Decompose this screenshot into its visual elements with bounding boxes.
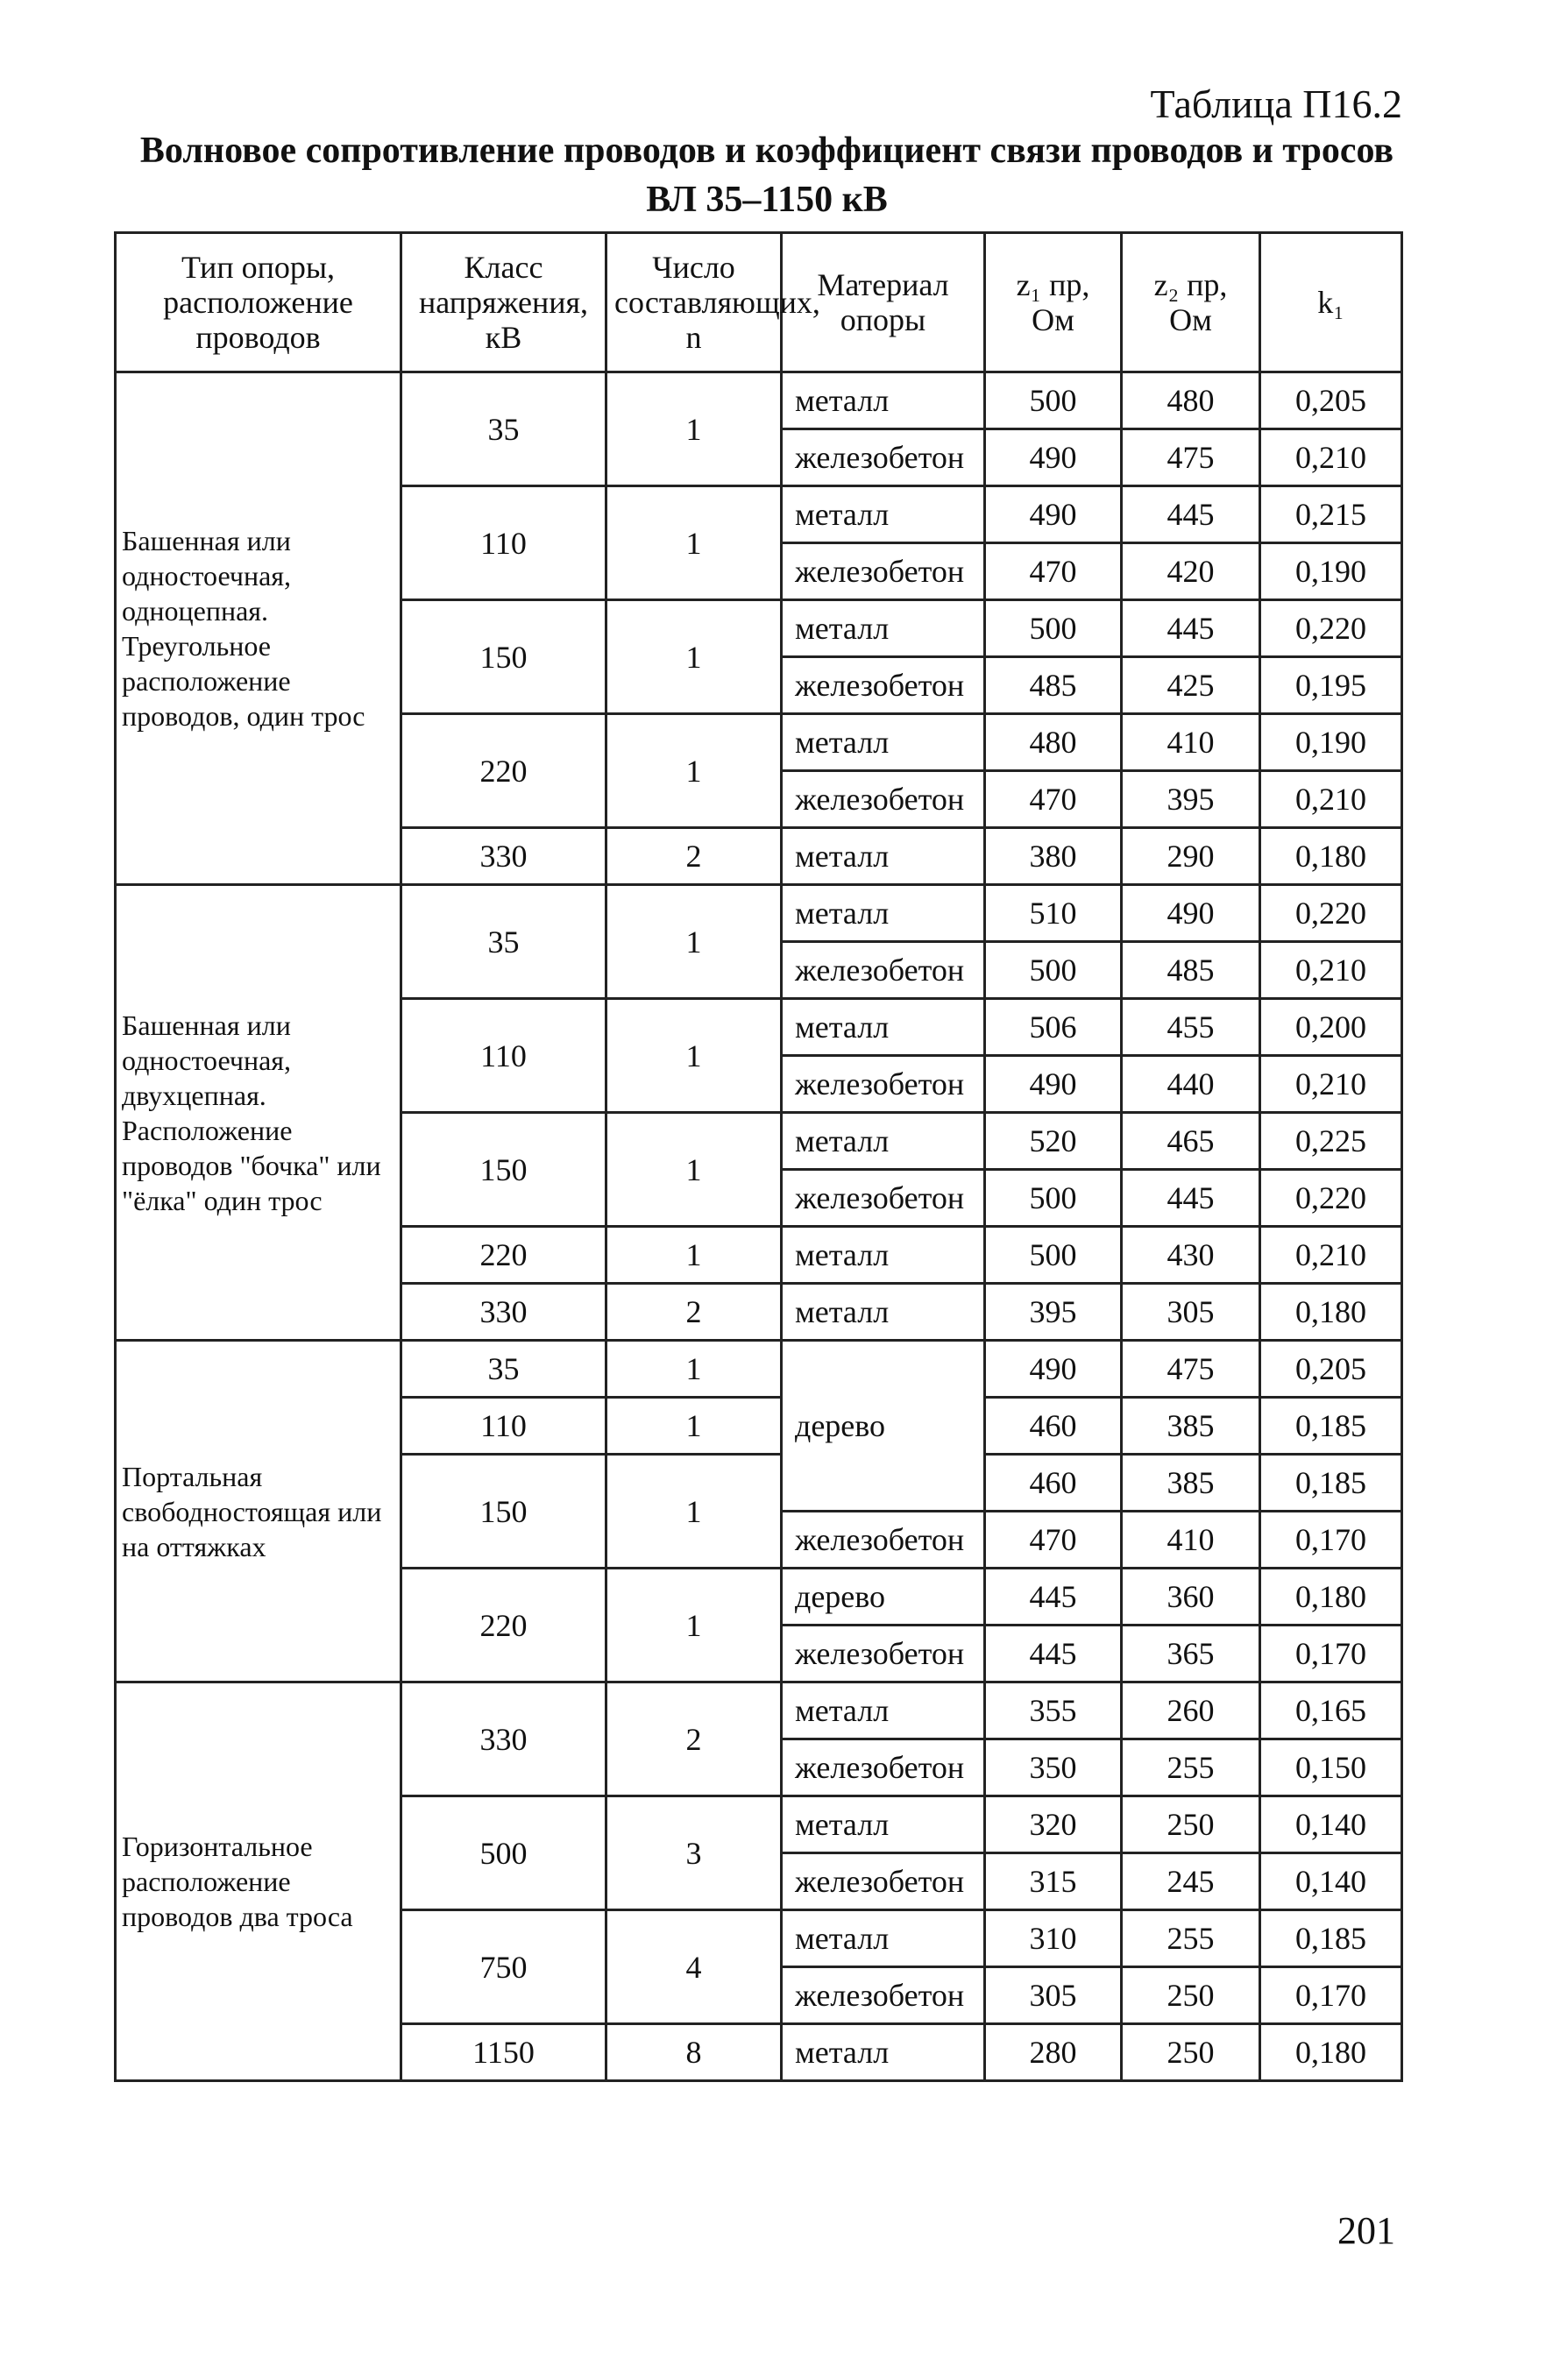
z2-cell: 430 — [1122, 1227, 1260, 1284]
header-conductor-count: Число составляющих, n — [606, 233, 782, 372]
voltage-cell: 150 — [401, 1455, 606, 1569]
table-header-row — [116, 233, 1402, 372]
z2-cell: 365 — [1122, 1626, 1260, 1682]
conductor-count-cell: 1 — [606, 1455, 782, 1569]
k-cell: 0,180 — [1260, 1569, 1402, 1626]
page-number: 201 — [1337, 2209, 1395, 2252]
conductor-count-cell: 1 — [606, 714, 782, 828]
k-cell: 0,200 — [1260, 999, 1402, 1056]
z1-cell: 445 — [985, 1626, 1122, 1682]
voltage-cell: 35 — [401, 372, 606, 486]
material-cell: металл — [782, 486, 985, 543]
header-k: k₁ — [1260, 233, 1402, 372]
k-cell: 0,185 — [1260, 1910, 1402, 1967]
z1-cell: 500 — [985, 1170, 1122, 1227]
k-cell: 0,185 — [1260, 1455, 1402, 1512]
z2-cell: 360 — [1122, 1569, 1260, 1626]
conductor-count-cell: 2 — [606, 1284, 782, 1341]
z2-cell: 250 — [1122, 1796, 1260, 1853]
z1-cell: 485 — [985, 657, 1122, 714]
material-cell: металл — [782, 372, 985, 429]
conductor-count-cell: 2 — [606, 828, 782, 885]
z2-cell: 420 — [1122, 543, 1260, 600]
voltage-cell: 220 — [401, 1227, 606, 1284]
z2-cell: 410 — [1122, 1512, 1260, 1569]
material-cell: железобетон — [782, 1853, 985, 1910]
k-cell: 0,180 — [1260, 1284, 1402, 1341]
k-cell: 0,210 — [1260, 429, 1402, 486]
table-number: Таблица П16.2 — [1150, 81, 1402, 126]
z1-cell: 460 — [985, 1398, 1122, 1455]
material-cell: металл — [782, 1910, 985, 1967]
k-cell: 0,210 — [1260, 942, 1402, 999]
table-row — [116, 885, 1402, 942]
z2-cell: 395 — [1122, 771, 1260, 828]
z2-cell: 440 — [1122, 1056, 1260, 1113]
k-cell: 0,180 — [1260, 828, 1402, 885]
material-cell: металл — [782, 999, 985, 1056]
table-row — [116, 1682, 1402, 1739]
z1-cell: 350 — [985, 1739, 1122, 1796]
material-cell: дерево — [782, 1341, 985, 1512]
material-cell: железобетон — [782, 771, 985, 828]
voltage-cell: 150 — [401, 600, 606, 714]
material-cell: металл — [782, 828, 985, 885]
material-cell: металл — [782, 1284, 985, 1341]
k-cell: 0,220 — [1260, 885, 1402, 942]
table-row — [116, 1341, 1402, 1398]
z1-cell: 460 — [985, 1455, 1122, 1512]
z2-cell: 385 — [1122, 1455, 1260, 1512]
k-cell: 0,220 — [1260, 600, 1402, 657]
z1-cell: 315 — [985, 1853, 1122, 1910]
material-cell: железобетон — [782, 942, 985, 999]
k-cell: 0,150 — [1260, 1739, 1402, 1796]
material-cell: металл — [782, 1796, 985, 1853]
conductor-count-cell: 1 — [606, 1227, 782, 1284]
voltage-cell: 220 — [401, 1569, 606, 1682]
k-cell: 0,180 — [1260, 2024, 1402, 2081]
z1-cell: 490 — [985, 1341, 1122, 1398]
z2-cell: 425 — [1122, 657, 1260, 714]
conductor-count-cell: 1 — [606, 1113, 782, 1227]
z1-cell: 510 — [985, 885, 1122, 942]
support-type-cell: Башенная или одностоечная, одноцепная. Треугольное расположение проводов, один трос — [116, 372, 401, 885]
header-material: Материал опоры — [782, 233, 985, 372]
conductor-count-cell: 1 — [606, 999, 782, 1113]
z1-cell: 355 — [985, 1682, 1122, 1739]
z1-cell: 506 — [985, 999, 1122, 1056]
material-cell: железобетон — [782, 657, 985, 714]
material-cell: железобетон — [782, 1967, 985, 2024]
voltage-cell: 110 — [401, 486, 606, 600]
material-cell: железобетон — [782, 1170, 985, 1227]
z1-cell: 500 — [985, 1227, 1122, 1284]
table-title — [131, 126, 1402, 224]
k-cell: 0,165 — [1260, 1682, 1402, 1739]
conductor-count-cell: 4 — [606, 1910, 782, 2024]
z2-cell: 475 — [1122, 429, 1260, 486]
support-type-cell: Горизонтальное расположение проводов два троса — [116, 1682, 401, 2081]
conductor-count-cell: 1 — [606, 600, 782, 714]
material-cell: железобетон — [782, 543, 985, 600]
z2-cell: 255 — [1122, 1910, 1260, 1967]
z1-cell: 280 — [985, 2024, 1122, 2081]
z1-cell: 490 — [985, 486, 1122, 543]
table-body — [116, 372, 1402, 2081]
z1-cell: 500 — [985, 942, 1122, 999]
z1-cell: 470 — [985, 543, 1122, 600]
support-type-cell: Портальная свободностоящая или на оттяжках — [116, 1341, 401, 1682]
z1-cell: 520 — [985, 1113, 1122, 1170]
z2-cell: 250 — [1122, 2024, 1260, 2081]
z2-cell: 260 — [1122, 1682, 1260, 1739]
voltage-cell: 1150 — [401, 2024, 606, 2081]
material-cell: железобетон — [782, 429, 985, 486]
voltage-cell: 330 — [401, 1284, 606, 1341]
table-title-line-2: ВЛ 35–1150 кВ — [646, 180, 888, 220]
conductor-count-cell: 1 — [606, 1341, 782, 1398]
conductor-count-cell: 1 — [606, 1398, 782, 1455]
z1-cell: 380 — [985, 828, 1122, 885]
table-row — [116, 372, 1402, 429]
z1-cell: 470 — [985, 1512, 1122, 1569]
conductor-count-cell: 8 — [606, 2024, 782, 2081]
k-cell: 0,210 — [1260, 771, 1402, 828]
z2-cell: 475 — [1122, 1341, 1260, 1398]
conductor-count-cell: 1 — [606, 372, 782, 486]
data-table — [114, 231, 1403, 2082]
k-cell: 0,205 — [1260, 1341, 1402, 1398]
z1-cell: 470 — [985, 771, 1122, 828]
voltage-cell: 150 — [401, 1113, 606, 1227]
z2-cell: 465 — [1122, 1113, 1260, 1170]
material-cell: металл — [782, 600, 985, 657]
conductor-count-cell: 3 — [606, 1796, 782, 1910]
header-z1: z₁ пр, Ом — [985, 233, 1122, 372]
voltage-cell: 500 — [401, 1796, 606, 1910]
k-cell: 0,210 — [1260, 1227, 1402, 1284]
voltage-cell: 750 — [401, 1910, 606, 2024]
z1-cell: 500 — [985, 600, 1122, 657]
material-cell: металл — [782, 2024, 985, 2081]
z1-cell: 490 — [985, 429, 1122, 486]
k-cell: 0,140 — [1260, 1796, 1402, 1853]
z2-cell: 255 — [1122, 1739, 1260, 1796]
header-voltage-class: Класс напряжения, кВ — [401, 233, 606, 372]
z1-cell: 395 — [985, 1284, 1122, 1341]
material-cell: металл — [782, 1227, 985, 1284]
material-cell: железобетон — [782, 1739, 985, 1796]
header-z2: z₂ пр, Ом — [1122, 233, 1260, 372]
conductor-count-cell: 1 — [606, 1569, 782, 1682]
material-cell: металл — [782, 1682, 985, 1739]
material-cell: металл — [782, 714, 985, 771]
z2-cell: 485 — [1122, 942, 1260, 999]
header-support-type: Тип опоры, расположение проводов — [116, 233, 401, 372]
conductor-count-cell: 2 — [606, 1682, 782, 1796]
voltage-cell: 330 — [401, 828, 606, 885]
k-cell: 0,190 — [1260, 543, 1402, 600]
z2-cell: 445 — [1122, 1170, 1260, 1227]
k-cell: 0,170 — [1260, 1512, 1402, 1569]
k-cell: 0,185 — [1260, 1398, 1402, 1455]
k-cell: 0,205 — [1260, 372, 1402, 429]
voltage-cell: 110 — [401, 1398, 606, 1455]
k-cell: 0,215 — [1260, 486, 1402, 543]
z1-cell: 480 — [985, 714, 1122, 771]
k-cell: 0,170 — [1260, 1967, 1402, 2024]
z2-cell: 305 — [1122, 1284, 1260, 1341]
conductor-count-cell: 1 — [606, 486, 782, 600]
material-cell: железобетон — [782, 1056, 985, 1113]
z1-cell: 310 — [985, 1910, 1122, 1967]
conductor-count-cell: 1 — [606, 885, 782, 999]
material-cell: железобетон — [782, 1626, 985, 1682]
z2-cell: 385 — [1122, 1398, 1260, 1455]
material-cell: металл — [782, 1113, 985, 1170]
material-cell: железобетон — [782, 1512, 985, 1569]
z1-cell: 500 — [985, 372, 1122, 429]
z1-cell: 320 — [985, 1796, 1122, 1853]
voltage-cell: 110 — [401, 999, 606, 1113]
z2-cell: 445 — [1122, 600, 1260, 657]
material-cell: дерево — [782, 1569, 985, 1626]
z2-cell: 490 — [1122, 885, 1260, 942]
support-type-cell: Башенная или одностоечная, двухцепная. Расположение проводов "бочка" или "ёлка" один трос — [116, 885, 401, 1341]
z2-cell: 455 — [1122, 999, 1260, 1056]
voltage-cell: 330 — [401, 1682, 606, 1796]
voltage-cell: 35 — [401, 1341, 606, 1398]
voltage-cell: 35 — [401, 885, 606, 999]
z2-cell: 290 — [1122, 828, 1260, 885]
k-cell: 0,140 — [1260, 1853, 1402, 1910]
k-cell: 0,170 — [1260, 1626, 1402, 1682]
k-cell: 0,210 — [1260, 1056, 1402, 1113]
z1-cell: 490 — [985, 1056, 1122, 1113]
voltage-cell: 220 — [401, 714, 606, 828]
z2-cell: 480 — [1122, 372, 1260, 429]
z2-cell: 245 — [1122, 1853, 1260, 1910]
z2-cell: 445 — [1122, 486, 1260, 543]
table-title-line-1: Волновое сопротивление проводов и коэффициент связи проводов и тросов — [139, 131, 1394, 171]
z1-cell: 445 — [985, 1569, 1122, 1626]
z2-cell: 250 — [1122, 1967, 1260, 2024]
z2-cell: 410 — [1122, 714, 1260, 771]
k-cell: 0,225 — [1260, 1113, 1402, 1170]
k-cell: 0,220 — [1260, 1170, 1402, 1227]
z1-cell: 305 — [985, 1967, 1122, 2024]
k-cell: 0,190 — [1260, 714, 1402, 771]
material-cell: металл — [782, 885, 985, 942]
k-cell: 0,195 — [1260, 657, 1402, 714]
